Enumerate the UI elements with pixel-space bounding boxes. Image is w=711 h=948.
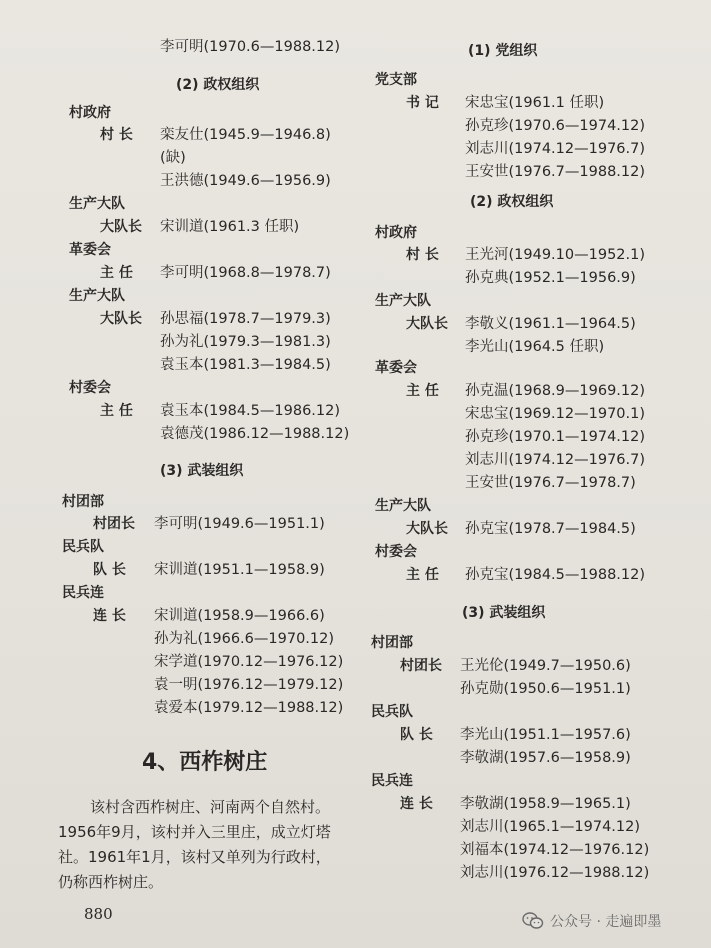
record-line: 李光山(1964.5 任职) bbox=[465, 339, 605, 355]
position-title: 队 长 bbox=[93, 562, 126, 578]
record-line: 李敬湖(1958.9—1965.1) bbox=[460, 796, 631, 812]
record-line: 宋忠宝(1961.1 任职) bbox=[465, 95, 605, 111]
record-line: 栾友仕(1945.9—1946.8) bbox=[160, 127, 331, 143]
position-title: 大队长 bbox=[100, 219, 142, 235]
record-line: 孙克珍(1970.6—1974.12) bbox=[465, 118, 646, 134]
org-heading: 民兵连 bbox=[371, 773, 413, 789]
record-line: 刘志川(1965.1—1974.12) bbox=[460, 819, 641, 835]
section-heading: (3) 武装组织 bbox=[462, 605, 546, 621]
watermark bbox=[522, 910, 661, 932]
village-title: 4、西柞树庄 bbox=[142, 750, 268, 775]
record-line: 宋训道(1951.1—1958.9) bbox=[154, 562, 325, 578]
record-line: 孙为礼(1966.6—1970.12) bbox=[154, 631, 335, 647]
org-heading: 生产大队 bbox=[375, 293, 431, 309]
position-title: 村团长 bbox=[400, 658, 442, 674]
position-title: 主 任 bbox=[100, 403, 133, 419]
record-line: 李可明(1968.8—1978.7) bbox=[160, 265, 331, 281]
record-line: 刘福本(1974.12—1976.12) bbox=[460, 842, 650, 858]
org-heading: 革委会 bbox=[375, 360, 417, 376]
record-line: 孙克温(1968.9—1969.12) bbox=[465, 383, 646, 399]
page-number: 880 bbox=[84, 905, 113, 923]
org-heading: 民兵队 bbox=[371, 704, 413, 720]
position-title: 村 长 bbox=[100, 127, 133, 143]
record-line: 李敬义(1961.1—1964.5) bbox=[465, 316, 636, 332]
record-line: 孙克典(1952.1—1956.9) bbox=[465, 270, 636, 286]
record-line: 李光山(1951.1—1957.6) bbox=[460, 727, 631, 743]
record-line: 王光伦(1949.7—1950.6) bbox=[460, 658, 631, 674]
position-title: 连 长 bbox=[400, 796, 433, 812]
paragraph-line: 1956年9月，该村并入三里庄，成立灯塔 bbox=[58, 823, 331, 841]
org-heading: 村委会 bbox=[375, 544, 417, 560]
position-title: 大队长 bbox=[406, 316, 448, 332]
record-line: 宋训道(1958.9—1966.6) bbox=[154, 608, 325, 624]
record-line: 袁玉本(1984.5—1986.12) bbox=[160, 403, 341, 419]
record-line: 李敬湖(1957.6—1958.9) bbox=[460, 750, 631, 766]
position-title: 村团长 bbox=[93, 516, 135, 532]
record-line: 孙克宝(1984.5—1988.12) bbox=[465, 567, 646, 583]
record-line: 李可明(1949.6—1951.1) bbox=[154, 516, 325, 532]
org-heading: 生产大队 bbox=[69, 196, 125, 212]
position-title: 大队长 bbox=[406, 521, 448, 537]
record-line: 孙为礼(1979.3—1981.3) bbox=[160, 334, 331, 350]
org-heading: 生产大队 bbox=[69, 288, 125, 304]
record-line: 王洪德(1949.6—1956.9) bbox=[160, 173, 331, 189]
org-heading: 村政府 bbox=[69, 105, 111, 121]
org-heading: 生产大队 bbox=[375, 498, 431, 514]
org-heading: 村团部 bbox=[62, 494, 104, 510]
org-heading: 村团部 bbox=[371, 635, 413, 651]
record-line: 袁德茂(1986.12—1988.12) bbox=[160, 426, 350, 442]
record-line: 孙克宝(1978.7—1984.5) bbox=[465, 521, 636, 537]
position-title: 大队长 bbox=[100, 311, 142, 327]
position-title: 书 记 bbox=[406, 95, 439, 111]
paragraph-line: 社。1961年1月，该村又单列为行政村， bbox=[58, 848, 331, 866]
record-line: 王安世(1976.7—1978.7) bbox=[465, 475, 636, 491]
org-heading: 民兵连 bbox=[62, 585, 104, 601]
record-line: 宋训道(1961.3 任职) bbox=[160, 219, 300, 235]
org-heading: 民兵队 bbox=[62, 539, 104, 555]
paragraph-line: 仍称西柞树庄。 bbox=[58, 873, 164, 891]
record-line: 宋学道(1970.12—1976.12) bbox=[154, 654, 344, 670]
position-title: 村 长 bbox=[406, 247, 439, 263]
section-heading: (3) 武装组织 bbox=[160, 463, 244, 479]
wechat-icon bbox=[522, 912, 544, 930]
section-heading: (2) 政权组织 bbox=[176, 77, 260, 93]
record-line: 孙克珍(1970.1—1974.12) bbox=[465, 429, 646, 445]
position-title: 队 长 bbox=[400, 727, 433, 743]
position-title: 连 长 bbox=[93, 608, 126, 624]
record-line: 袁爱本(1979.12—1988.12) bbox=[154, 700, 344, 716]
record-line: 孙思福(1978.7—1979.3) bbox=[160, 311, 331, 327]
record-line: 宋忠宝(1969.12—1970.1) bbox=[465, 406, 646, 422]
section-heading: (2) 政权组织 bbox=[470, 194, 554, 210]
org-heading: 村委会 bbox=[69, 380, 111, 396]
record-line: 袁一明(1976.12—1979.12) bbox=[154, 677, 344, 693]
record-line: 刘志川(1974.12—1976.7) bbox=[465, 452, 646, 468]
position-title: 主 任 bbox=[406, 567, 439, 583]
org-heading: 党支部 bbox=[375, 72, 417, 88]
org-heading: 村政府 bbox=[375, 225, 417, 241]
record-line: 李可明(1970.6—1988.12) bbox=[160, 39, 341, 55]
position-title: 主 任 bbox=[406, 383, 439, 399]
org-heading: 革委会 bbox=[69, 242, 111, 258]
paragraph-line: 该村含西柞树庄、河南两个自然村。 bbox=[90, 798, 331, 816]
section-heading: (1) 党组织 bbox=[468, 43, 538, 59]
watermark-label: 公众号 · 走遍即墨 bbox=[550, 914, 662, 930]
record-line: 刘志川(1976.12—1988.12) bbox=[460, 865, 650, 881]
record-line: (缺) bbox=[160, 150, 186, 166]
record-line: 孙克勋(1950.6—1951.1) bbox=[460, 681, 631, 697]
record-line: 袁玉本(1981.3—1984.5) bbox=[160, 357, 331, 373]
record-line: 刘志川(1974.12—1976.7) bbox=[465, 141, 646, 157]
position-title: 主 任 bbox=[100, 265, 133, 281]
record-line: 王安世(1976.7—1988.12) bbox=[465, 164, 646, 180]
record-line: 王光河(1949.10—1952.1) bbox=[465, 247, 646, 263]
